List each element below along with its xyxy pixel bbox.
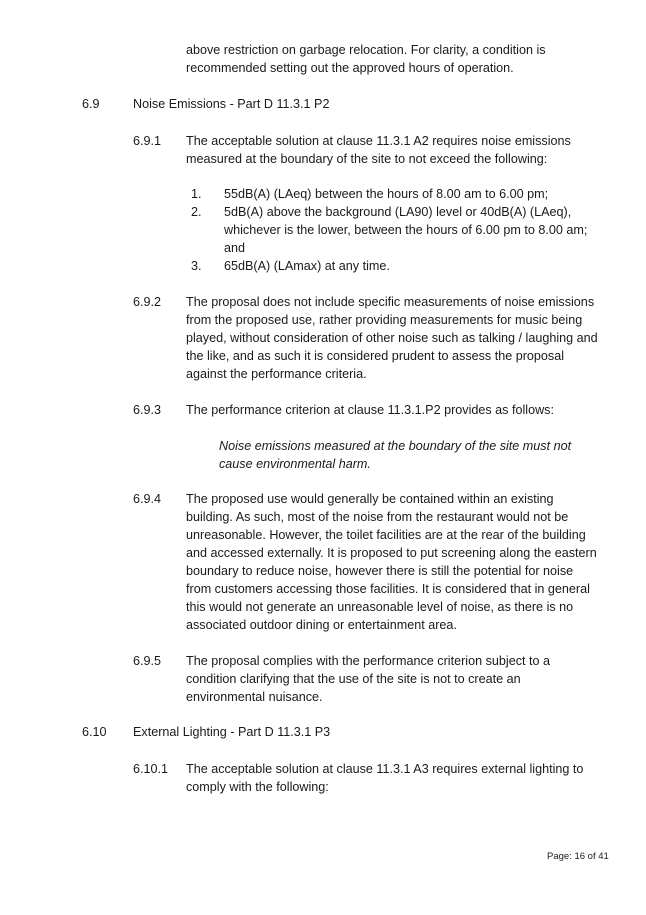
text-line: building. As such, most of the noise from the restaurant would not be bbox=[186, 510, 569, 524]
list-item-number: 2. bbox=[191, 205, 202, 219]
text-line: unreasonable. However, the toilet facilities are at the rear of the building bbox=[186, 528, 586, 542]
text-line: The proposal does not include specific measurements of noise emissions bbox=[186, 295, 595, 309]
text-line: measured at the boundary of the site to not exceed the following: bbox=[186, 152, 548, 166]
text-line: 55dB(A) (LAeq) between the hours of 8.00 am to 6.00 pm; bbox=[224, 187, 549, 201]
text-line: comply with the following: bbox=[186, 780, 329, 794]
text-line: above restriction on garbage relocation. For clarity, a condition is bbox=[186, 43, 546, 57]
paragraph-6-9-3 bbox=[186, 401, 554, 419]
paragraph-number: 6.10.1 bbox=[133, 762, 169, 776]
text-line: The acceptable solution at clause 11.3.1 A3 requires external lighting to bbox=[186, 762, 584, 776]
text-line: whichever is the lower, between the hours of 6.00 pm to 8.00 am; bbox=[224, 223, 588, 237]
paragraph-6-10-1 bbox=[186, 760, 583, 796]
section-title: Noise Emissions - Part D 11.3.1 P2 bbox=[133, 97, 330, 111]
paragraph-number: 6.9.5 bbox=[133, 654, 162, 668]
section-number: 6.9 bbox=[82, 97, 100, 111]
quote-block bbox=[219, 437, 571, 473]
text-line: boundary to reduce noise, however there is still the potential for noise bbox=[186, 564, 574, 578]
text-line: environmental nuisance. bbox=[186, 690, 323, 704]
text-line: associated outdoor dining or entertainment area. bbox=[186, 618, 457, 632]
paragraph-number: 6.9.2 bbox=[133, 295, 162, 309]
paragraph-number: 6.9.1 bbox=[133, 134, 162, 148]
list-item bbox=[224, 257, 390, 275]
paragraph-number: 6.9.3 bbox=[133, 403, 162, 417]
text-line: this would not generate an unreasonable level of noise, as there is no bbox=[186, 600, 574, 614]
text-line: condition clarifying that the use of the site is not to create an bbox=[186, 672, 521, 686]
paragraph-6-9-5 bbox=[186, 652, 550, 706]
text-line: The proposed use would generally be contained within an existing bbox=[186, 492, 554, 506]
intro-paragraph bbox=[186, 41, 546, 77]
page-number: Page: 16 of 41 bbox=[547, 851, 609, 862]
text-line: the like, and as such it is considered prudent to assess the proposal bbox=[186, 349, 565, 363]
text-line: 65dB(A) (LAmax) at any time. bbox=[224, 259, 390, 273]
quote-line: cause environmental harm. bbox=[219, 457, 371, 471]
text-line: The proposal complies with the performance criterion subject to a bbox=[186, 654, 550, 668]
text-line: played, without consideration of other noise such as talking / laughing and bbox=[186, 331, 598, 345]
text-line: and accessed externally. It is proposed to put screening along the eastern bbox=[186, 546, 597, 560]
text-line: 5dB(A) above the background (LA90) level or 40dB(A) (LAeq), bbox=[224, 205, 572, 219]
text-line: against the performance criteria. bbox=[186, 367, 367, 381]
text-line: The performance criterion at clause 11.3.1.P2 provides as follows: bbox=[186, 403, 554, 417]
text-line: and bbox=[224, 241, 246, 255]
text-line: recommended setting out the approved hours of operation. bbox=[186, 61, 514, 75]
quote-line: Noise emissions measured at the boundary of the site must not bbox=[219, 439, 572, 453]
list-item bbox=[224, 203, 587, 257]
paragraph-6-9-2 bbox=[186, 293, 598, 383]
text-line: from the proposed use, rather providing measurements for music being bbox=[186, 313, 583, 327]
paragraph-6-9-4 bbox=[186, 490, 597, 634]
list-item-number: 1. bbox=[191, 187, 202, 201]
section-number: 6.10 bbox=[82, 725, 107, 739]
section-title: External Lighting - Part D 11.3.1 P3 bbox=[133, 725, 331, 739]
list-item-number: 3. bbox=[191, 259, 202, 273]
paragraph-number: 6.9.4 bbox=[133, 492, 162, 506]
text-line: from customers accessing those facilities. It is considered that in general bbox=[186, 582, 590, 596]
text-line: The acceptable solution at clause 11.3.1 A2 requires noise emissions bbox=[186, 134, 571, 148]
paragraph-6-9-1 bbox=[186, 132, 571, 168]
list-item bbox=[224, 185, 548, 203]
